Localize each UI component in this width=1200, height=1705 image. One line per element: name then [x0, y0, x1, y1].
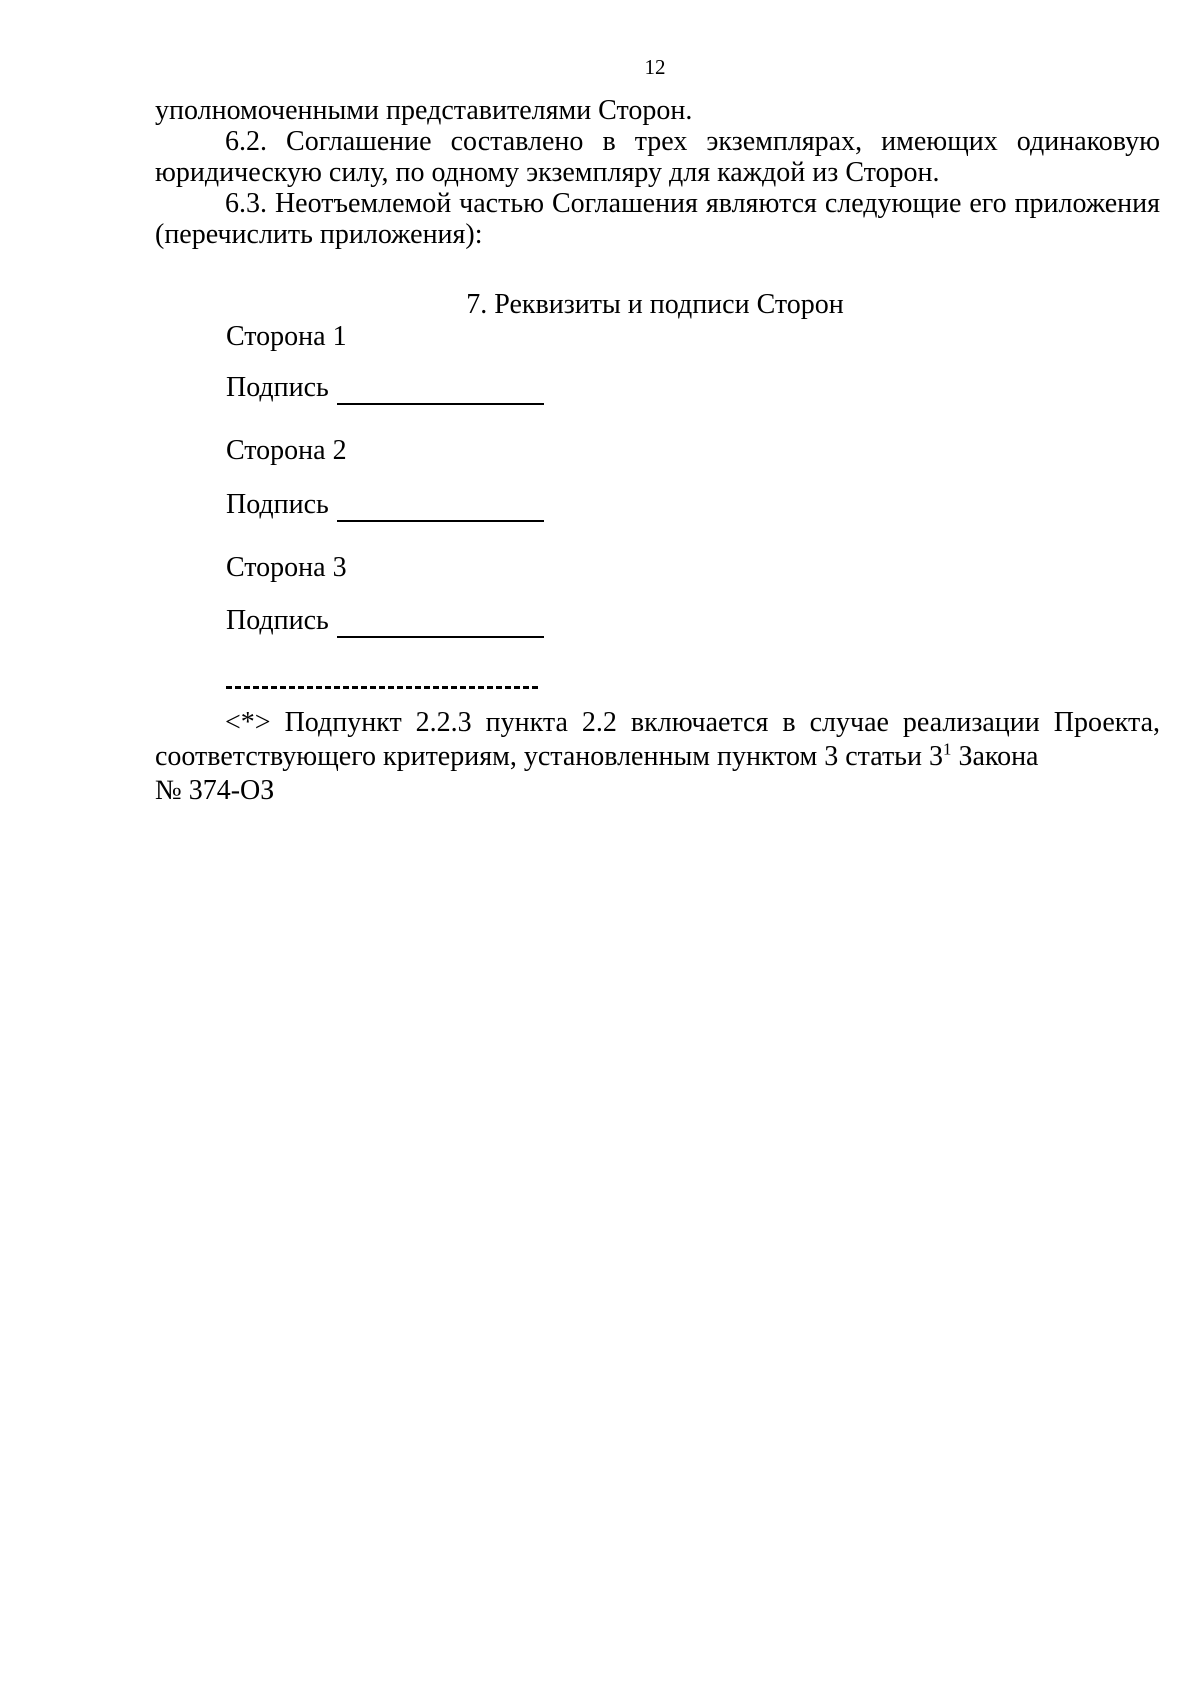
footnote-last-line: № 374-ОЗ: [155, 775, 275, 806]
clause-6-2-number: 6.2.: [225, 126, 267, 157]
party-1-name: Сторона 1: [226, 321, 347, 352]
clause-6-3-number: 6.3.: [225, 188, 267, 219]
footnote-text-tail: Закона: [951, 741, 1039, 772]
party-3-name: Сторона 3: [226, 552, 347, 583]
party-2-signature-label: Подпись: [226, 489, 329, 520]
party-3-signature-label: Подпись: [226, 605, 329, 636]
party-2-name: Сторона 2: [226, 435, 347, 466]
clause-6-3: [155, 188, 1160, 250]
party-3-signature-blank[interactable]: [337, 610, 544, 638]
party-1-signature-blank[interactable]: [337, 377, 544, 405]
clause-6-3-text: Неотъемлемой частью Соглашения являются следующие его приложения (перечислить приложения):: [155, 188, 1161, 250]
section-heading: 7. Реквизиты и подписи Сторон: [466, 289, 844, 320]
party-1-signature: [226, 371, 544, 405]
footnote-superscript: 1: [942, 739, 952, 759]
body-text: [155, 95, 1160, 250]
footnote-text: [155, 706, 1160, 774]
footnote-text-main: <*> Подпункт 2.2.3 пункта 2.2 включается в случае реализации Проекта, соответствующего критериям, установленным пунктом 3 статьи 3: [155, 707, 1160, 772]
party-3-signature: [226, 604, 544, 638]
footnote-separator: [226, 686, 538, 689]
page-number: 12: [644, 55, 666, 79]
party-2-signature-blank[interactable]: [337, 494, 544, 522]
clause-6-2: [155, 126, 1160, 188]
party-2-signature: [226, 488, 544, 522]
clause-6-2-text: Соглашение составлено в трех экземплярах, имеющих одинаковую юридическую силу, по одному экземпляру для каждой из Сторон.: [155, 126, 1160, 188]
intro-line: уполномоченными представителями Сторон.: [155, 95, 693, 126]
party-1-signature-label: Подпись: [226, 372, 329, 403]
footnote: [155, 706, 1160, 808]
